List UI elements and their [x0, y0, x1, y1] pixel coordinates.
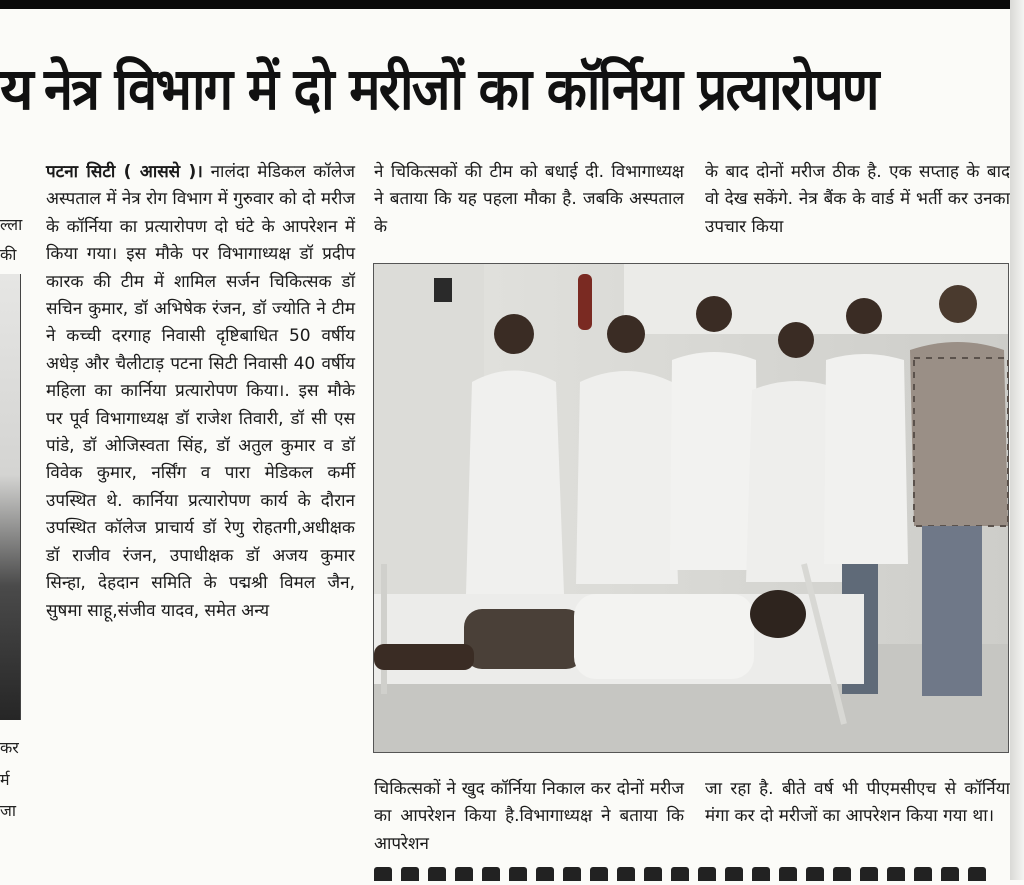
column-2-top-text: ने चिकित्सकों की टीम को बधाई दी. विभागाध्यक्ष ने बताया कि यह पहला मौका है. जबकि अस्पताल के — [374, 162, 684, 237]
page-fold-edge — [1010, 0, 1024, 880]
photo-fire-extinguisher — [578, 274, 592, 330]
column-2-bottom-text: चिकित्सकों ने खुद कॉर्निया निकाल कर दोनों मरीज का आपरेशन किया है.विभागाध्यक्ष ने बताया कि आपरेशन — [374, 779, 684, 854]
article-headline — [44, 48, 1010, 130]
article-photo — [373, 263, 1009, 753]
adjacent-article-line: जा — [0, 801, 17, 820]
page-top-rule — [0, 0, 1024, 9]
adjacent-article-line: की — [0, 245, 17, 264]
next-headline-cut-off — [374, 866, 1010, 880]
headline-text: नेत्र विभाग में दो मरीजों का कॉर्निया प्रत्यारोपण — [44, 55, 878, 123]
adjacent-article-photo-fragment — [0, 274, 21, 720]
article-column-2-top — [374, 159, 684, 241]
article-column-3-top — [705, 159, 1010, 241]
adjacent-article-line: ल्ला — [0, 215, 23, 234]
photo-wall-box — [434, 278, 452, 302]
article-column-1 — [46, 159, 355, 625]
column-3-top-text: के बाद दोनों मरीज ठीक है. एक सप्ताह के बाद वो देख सकेंगे. नेत्र बैंक के वार्ड में भर्ती कर उनका उपचार किया — [705, 162, 1010, 237]
previous-article-headline-fragment: य — [0, 55, 34, 123]
column-3-bottom-text: जा रहा है. बीते वर्ष भी पीएमसीएच से कॉर्निया मंगा कर दो मरीजों का आपरेशन किया गया था। — [705, 779, 1010, 827]
dateline: पटना सिटी ( आससे )। — [46, 162, 203, 182]
adjacent-article-line: र्म — [0, 770, 10, 789]
column-1-body: नालंदा मेडिकल कॉलेज अस्पताल में नेत्र रोग विभाग में गुरुवार को दो मरीज के कॉर्निया का प्रत्यारोपण दो घंटे के आपरेशन में किया गया। इस मौके पर विभागाध्यक्ष डॉ प्रदीप कारक की टीम में शामिल सर्जन चिकित्सक डॉ सचिन कुमार, डॉ अभिषेक रंजन, डॉ ज्योति ने टीम ने कच्ची दरगाह निवासी दृष्टिबाधित 50 वर्षीय अधेड़ और चैलीटाड़ पटना सिटी निवासी 40 वर्षीय महिला का कार्निया प्रत्यारोपण किया।. इस मौके पर पूर्व विभागाध्यक्ष डॉ राजेश तिवारी, डॉ सी एस पांडे, डॉ ओजिस्वता सिंह, डॉ अतुल कुमार व डॉ विवेक कुमार, नर्सिंग व पारा मेडिकल कर्मी उपस्थित थे. कार्निया प्रत्यारोपण कार्य के दौरान उपस्थित कॉलेज प्राचार्य डॉ रेणु रोहतगी,अधीक्षक डॉ राजीव रंजन, उपाधीक्षक डॉ अजय कुमार सिन्हा, देहदान समिति के पद्मश्री विमल जैन, सुषमा साहू,संजीव यादव, समेत अन्य — [46, 162, 355, 621]
article-column-3-bottom — [705, 776, 1010, 831]
adjacent-article-line: कर — [0, 738, 19, 757]
photo-doctors-with-patient — [374, 264, 1008, 752]
column-1-text — [46, 159, 355, 625]
article-column-2-bottom — [374, 776, 684, 858]
